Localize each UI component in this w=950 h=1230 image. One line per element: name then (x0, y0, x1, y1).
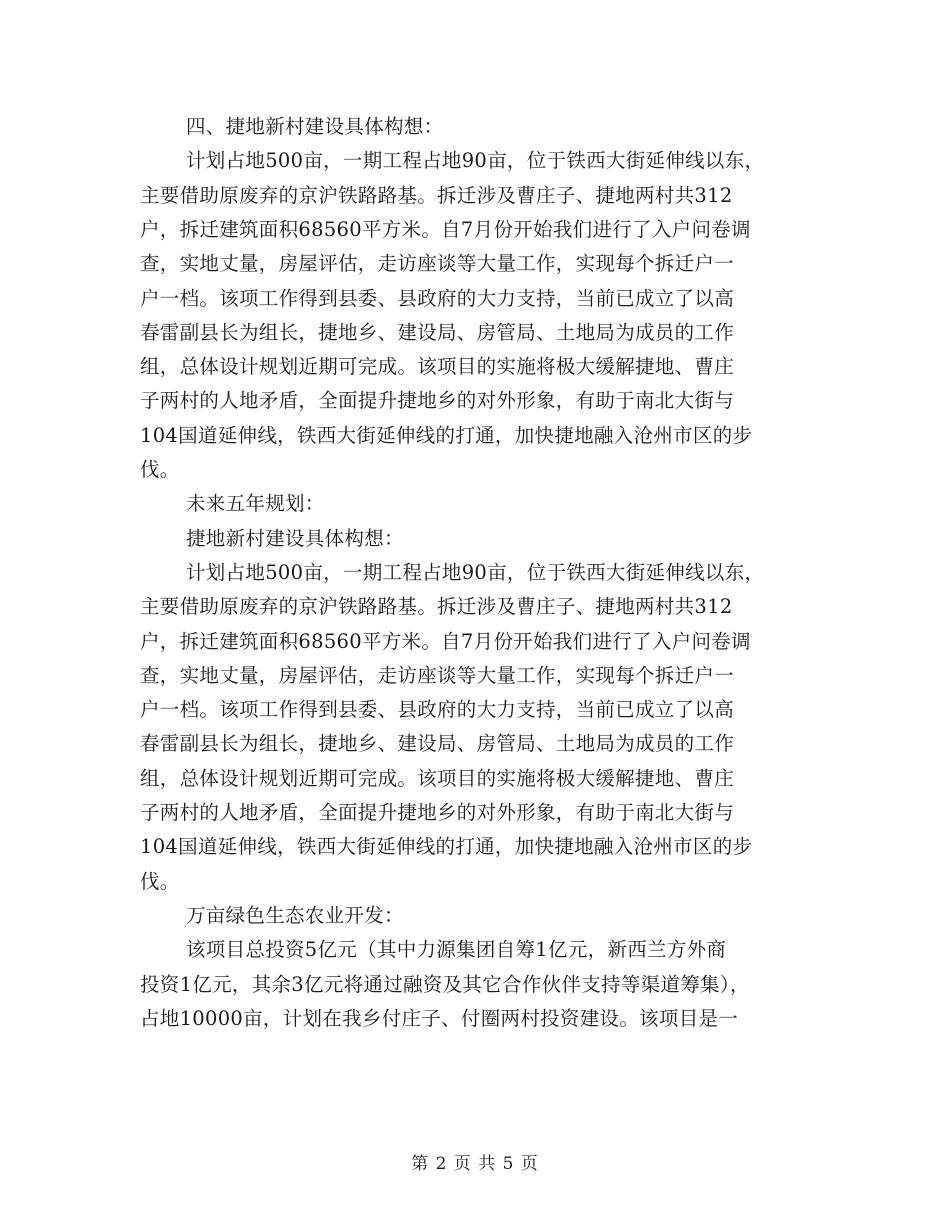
text-line: 主要借助原废弃的京沪铁路路基。拆迁涉及曹庄子、捷地两村共312 (140, 183, 733, 207)
text-line: 伐。 (140, 458, 180, 481)
text-line: 104国道延伸线，铁西大街延伸线的打通，加快捷地融入沧州市区的步 (140, 423, 753, 447)
text-line: 计划占地500亩，一期工程占地90亩，位于铁西大街延伸线以东， (186, 560, 765, 584)
text-line: 主要借助原废弃的京沪铁路路基。拆迁涉及曹庄子、捷地两村共312 (140, 595, 733, 619)
text-line: 伐。 (140, 869, 180, 893)
text-line: 子两村的人地矛盾，全面提升捷地乡的对外形象，有助于南北大街与 (140, 801, 735, 824)
text-line: 计划占地500亩，一期工程占地90亩，位于铁西大街延伸线以东， (186, 149, 765, 173)
text-line: 户，拆迁建筑面积68560平方米。自7月份开始我们进行了入户问卷调 (140, 629, 751, 653)
text-line: 投资1亿元，其余3亿元将通过融资及其它合作伙伴支持等渠道筹集）， (140, 972, 750, 996)
text-line: 组，总体设计规划近期可完成。该项目的实施将极大缓解捷地、曹庄 (140, 355, 735, 379)
text-line: 查，实地丈量，房屋评估，走访座谈等大量工作，实现每个拆迁户一 (140, 663, 735, 687)
text-line: 春雷副县长为组长，捷地乡、建设局、房管局、土地局为成员的工作 (140, 320, 735, 344)
text-line: 组，总体设计规划近期可完成。该项目的实施将极大缓解捷地、曹庄 (140, 766, 735, 790)
text-line: 万亩绿色生态农业开发： (186, 903, 404, 927)
text-line: 未来五年规划： (186, 492, 325, 516)
text-line: 户一档。该项工作得到县委、县政府的大力支持，当前已成立了以高 (140, 698, 735, 722)
text-line: 户，拆迁建筑面积68560平方米。自7月份开始我们进行了入户问卷调 (140, 217, 751, 241)
text-line: 占地10000亩，计划在我乡付庄子、付圈两村投资建设。该项目是一 (140, 1006, 739, 1030)
text-line: 104国道延伸线，铁西大街延伸线的打通，加快捷地融入沧州市区的步 (140, 835, 753, 859)
text-line: 该项目总投资5亿元（其中力源集团自筹1亿元，新西兰方外商 (186, 938, 727, 962)
text-line: 户一档。该项工作得到县委、县政府的大力支持，当前已成立了以高 (140, 286, 735, 310)
text-line: 捷地新村建设具体构想： (186, 526, 404, 550)
text-line: 子两村的人地矛盾，全面提升捷地乡的对外形象，有助于南北大街与 (140, 389, 735, 413)
page-footer: 第 2 页 共 5 页 (411, 1154, 539, 1174)
text-line: 查，实地丈量，房屋评估，走访座谈等大量工作，实现每个拆迁户一 (140, 252, 735, 276)
text-line: 春雷副县长为组长，捷地乡、建设局、房管局、土地局为成员的工作 (140, 732, 735, 756)
text-line: 四、捷地新村建设具体构想： (186, 115, 444, 138)
